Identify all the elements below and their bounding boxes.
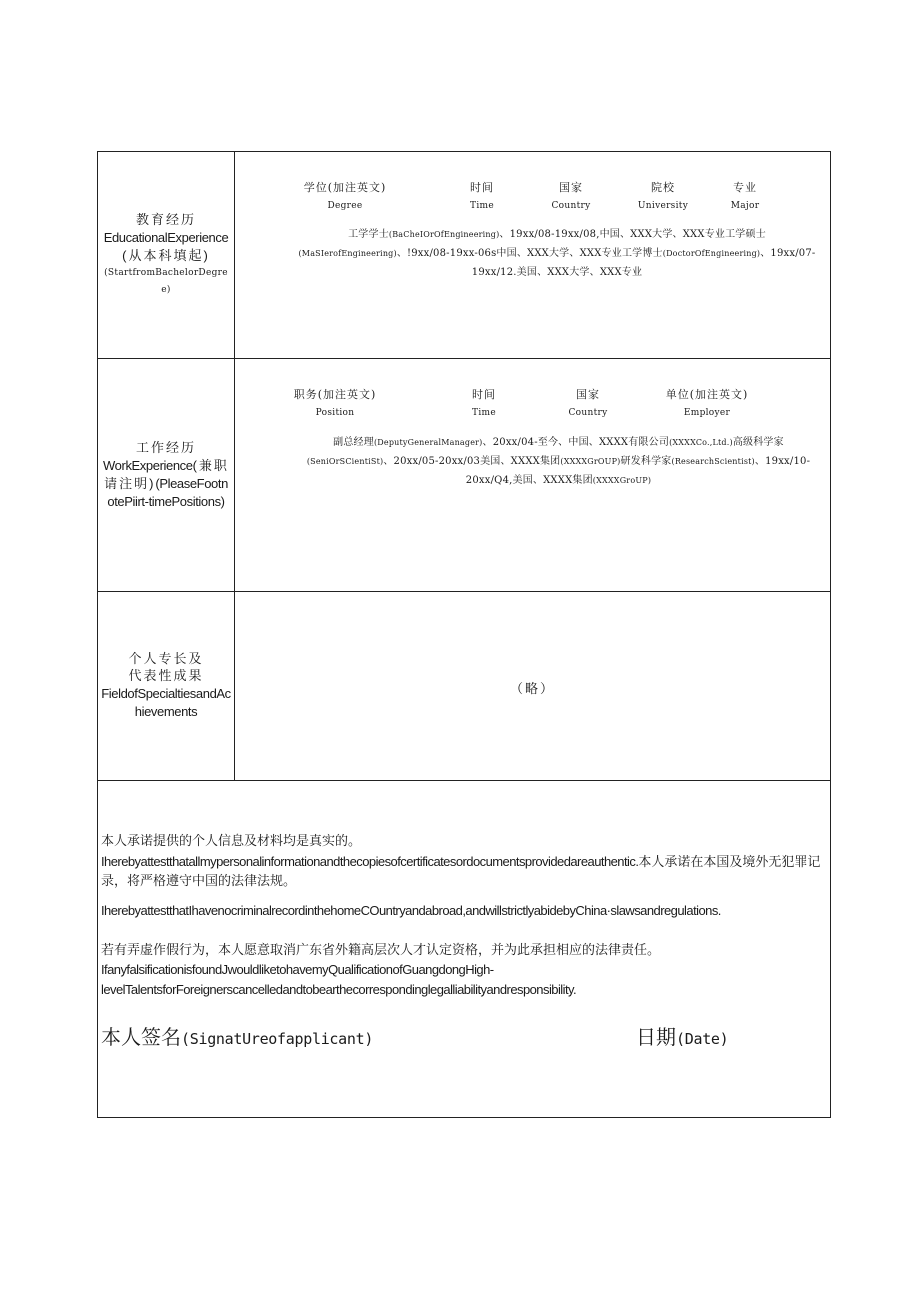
education-entry: 工学学士(BaCheIOrOfEngineering)、19xx/08-19xx/08,中国、XXX大学、XXX专业工学硕士(MaSIerofEngineering)、!9xx/08-19xx-06s中国、XXX大学、XXX专业工学博士(DoctorOfEngineering)、19xx/07-19xx/12.美国、XXX大学、XXX专业 [298,229,816,278]
work-entry: 副总经理(DeputyGeneralManager)、20xx/04-至今、中国、XXXX有限公司(XXXXCo.,Ltd.)高级科学家(SeniOrSCientiSt)、20xx/05-20xx/03美国、XXXX集团(XXXXGrOUP)研发科学家(ResearchScientist)、19xx/10-20xx/Q4,美国、XXXX集团(XXXXGroUP) [306,437,811,486]
specialties-label-zh-2: 代表性成果 [128,669,204,684]
declaration-line-2: Iherebyattestthatallmypersonalinformationandthecopiesofcertificatesordocumentsprovidedareauthentic.本人承诺在本国及境外无犯罪记录，将严格遵守中国的法律法规。 [101,854,821,889]
declaration-line-1: 本人承诺提供的个人信息及材料均是真实的。 [101,834,362,849]
date-field: 日期(Date) [636,1025,729,1049]
education-label-en: EducationalExperience(从本科填起) [103,229,229,263]
education-content [235,152,830,358]
education-label-zh: 教育经历 [135,212,196,228]
work-header-employer: 单位(加注英文) Employer [665,388,749,418]
declaration-line-4: 若有弄虚作假行为，本人愿意取消广东省外籍高层次人才认定资格，并为此承担相应的法律责任。 IfanyfalsificationisfoundJwouldliketohavemyQualificationofGuangdongHigh-levelTalentsforForeignerscancelledandtobearthecorrespondinglegalliabilityandresponsibility. [101,943,661,997]
work-row [98,359,830,592]
work-label-en: WorkExperience(兼职请注明)(PleaseFootnotePiirt-timePositions) [103,457,229,509]
work-label [98,359,235,591]
specialties-content [235,592,830,780]
education-header-country: 国家 Country [551,181,591,211]
work-label-zh: 工作经历 [135,440,196,456]
education-label-note: (StartfromBachelorDegree) [104,267,228,295]
education-header-major: 专业 Major [730,181,760,211]
specialties-label [98,592,235,780]
education-label [98,152,235,358]
specialties-row [98,592,830,781]
specialties-label-zh-1: 个人专长及 [128,652,204,667]
work-content [235,359,830,591]
signature-field: 本人签名(SignatUreofapplicant) [101,1025,374,1049]
education-header-time: 时间 Time [470,181,494,211]
education-row [98,152,830,359]
work-header-time: 时间 Time [472,388,496,418]
specialties-omitted: （略） [509,682,555,697]
education-header-university: 院校 University [637,181,689,211]
specialties-label-en: FieldofSpecialtiesandAchievements [101,686,231,719]
work-header-country: 国家 Country [568,388,608,418]
declaration-line-3: IherebyattestthatIhavenocriminalrecordinthehomeCOuntryandabroad,andwillstrictlyabidebyChina·slawsandregulations. [101,903,721,918]
work-header-position: 职务(加注英文) Position [293,388,377,418]
application-form [97,151,831,1118]
education-header-degree: 学位(加注英文) Degree [303,181,387,211]
